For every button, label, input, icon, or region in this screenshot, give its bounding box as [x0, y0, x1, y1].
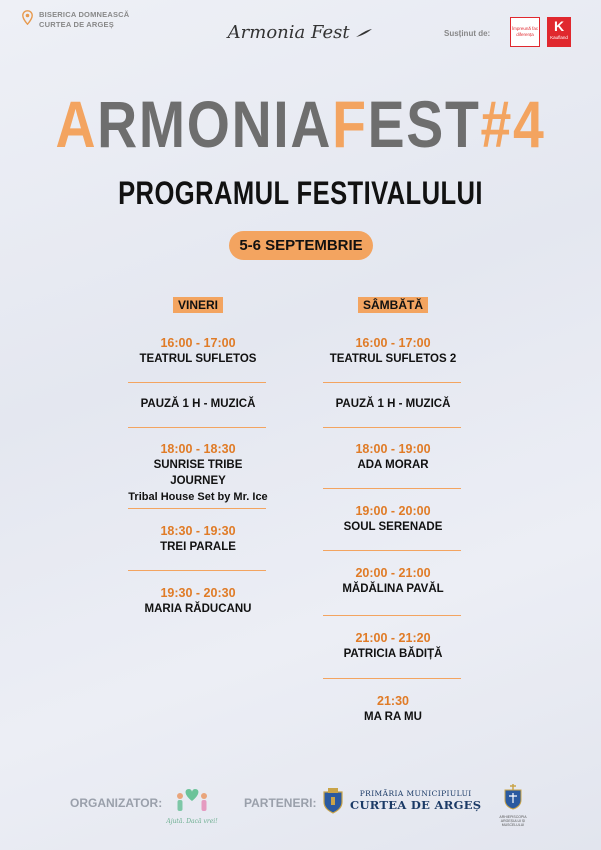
- partner-primaria: [350, 789, 481, 812]
- separator: [323, 488, 461, 489]
- event-time: 18:30 - 19:30: [160, 524, 236, 538]
- event-time: 21:00 - 21:20: [355, 631, 431, 645]
- partner1-line1: PRIMĂRIA MUNICIPIULUI: [359, 789, 472, 798]
- title-part-f: F: [332, 87, 368, 161]
- sponsor-logo-impreuna: [510, 17, 540, 47]
- separator: [128, 570, 266, 571]
- partners-label: PARTENERI:: [244, 796, 317, 810]
- separator: [323, 615, 461, 616]
- event-vineri-2: [128, 396, 268, 412]
- sponsor-logo-kaufland: [547, 17, 571, 47]
- event-time: 16:00 - 17:00: [355, 336, 431, 350]
- church-emblem-icon: [503, 784, 523, 810]
- event-time: 19:00 - 20:00: [355, 504, 431, 518]
- event-title: MĂDĂLINA PAVĂL: [342, 583, 444, 595]
- day-label: VINERI: [173, 297, 223, 313]
- event-title: PAUZĂ 1 H - MUZICĂ: [140, 398, 256, 410]
- kaufland-k-icon: K: [553, 18, 565, 34]
- event-title: PATRICIA BĂDIȚĂ: [343, 648, 443, 660]
- event-time: 18:00 - 18:30: [160, 442, 236, 456]
- separator: [323, 550, 461, 551]
- supported-label: Susținut de:: [444, 29, 491, 38]
- program-subtitle: PROGRAMUL FESTIVALULUI: [118, 175, 483, 211]
- event-sambata-7: [323, 694, 463, 725]
- event-time: 16:00 - 17:00: [160, 336, 236, 350]
- organizer-label: ORGANIZATOR:: [70, 796, 163, 810]
- separator: [323, 427, 461, 428]
- event-title: MARIA RĂDUCANU: [144, 603, 252, 615]
- event-subtitle: Tribal House Set by Mr. Ice: [128, 491, 268, 503]
- event-vineri-5: [128, 586, 268, 617]
- event-sambata-2: [323, 396, 463, 412]
- organizer-logo-text: Ajută. Dacă vrei!: [166, 818, 218, 825]
- event-sambata-6: [323, 631, 463, 662]
- day-label: SÂMBĂTĂ: [358, 297, 428, 313]
- separator: [128, 508, 266, 509]
- event-time: 20:00 - 21:00: [355, 566, 431, 580]
- event-vineri-3: [128, 442, 268, 505]
- brand-name: Armonia Fest: [227, 22, 350, 43]
- coat-of-arms-icon: [322, 788, 344, 819]
- partner1-line2: CURTEA DE ARGEȘ: [350, 798, 482, 812]
- event-title: SUNRISE TRIBE JOURNEY: [153, 459, 243, 487]
- partner2-text: ARHIEPISCOPIA ARGEȘULUI ȘI MUSCELULUI: [499, 815, 527, 827]
- people-heart-icon: [172, 787, 212, 813]
- day-header-sambata: [323, 296, 463, 314]
- festival-title: [48, 84, 553, 164]
- event-title: PAUZĂ 1 H - MUZICĂ: [335, 398, 451, 410]
- dates-badge: 5-6 SEPTEMBRIE: [229, 231, 373, 260]
- event-sambata-5: [323, 566, 463, 597]
- event-time: 18:00 - 19:00: [355, 442, 431, 456]
- location-line2: CURTEA DE ARGEȘ: [39, 20, 114, 29]
- event-time: 19:30 - 20:30: [160, 586, 236, 600]
- event-sambata-3: [323, 442, 463, 473]
- event-vineri-1: [128, 336, 268, 367]
- event-sambata-4: [323, 504, 463, 535]
- event-time: 21:30: [377, 694, 409, 708]
- sponsor2-text: Kaufland: [550, 35, 568, 40]
- day-header-vineri: [128, 296, 268, 314]
- location-line1: BISERICA DOMNEASCĂ: [39, 10, 130, 19]
- organizer-logo: [162, 787, 222, 825]
- event-sambata-1: [323, 336, 463, 367]
- title-part-a: A: [55, 87, 98, 161]
- separator: [323, 678, 461, 679]
- event-title: TEATRUL SUFLETOS: [139, 353, 257, 365]
- sponsor1-text: Împreună fac diferența: [511, 26, 539, 37]
- event-title: MA RA MU: [364, 711, 422, 723]
- separator: [323, 382, 461, 383]
- title-part-rmonia: RMONIA: [97, 87, 333, 161]
- feather-icon: [355, 28, 373, 38]
- event-vineri-4: [128, 524, 268, 555]
- event-title: ADA MORAR: [357, 459, 429, 471]
- event-title: SOUL SERENADE: [343, 521, 443, 533]
- separator: [128, 382, 266, 383]
- title-part-est: EST: [367, 87, 481, 161]
- partner-arhiepiscopia: [491, 784, 535, 827]
- event-title: TREI PARALE: [160, 541, 236, 553]
- title-part-number: #4: [480, 87, 546, 161]
- separator: [128, 427, 266, 428]
- event-title: TEATRUL SUFLETOS 2: [329, 353, 457, 365]
